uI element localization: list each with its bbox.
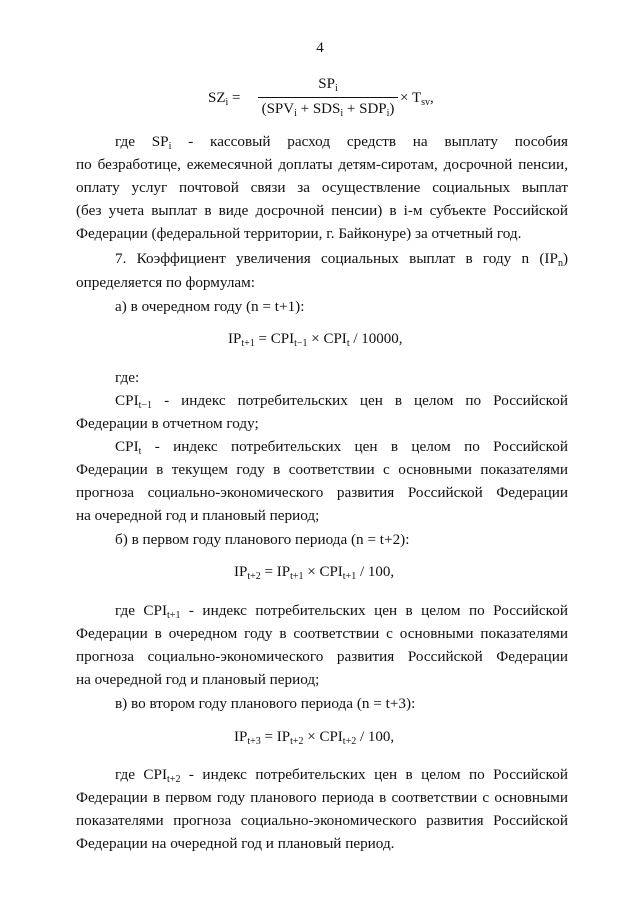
text: где (115, 133, 135, 150)
text: расход (287, 133, 331, 150)
text: выплату (444, 133, 498, 150)
def-cpi-t-line1: $CPI_t$ - индекс потребительских цен в целом по Российской (115, 438, 568, 457)
def-cpi-t-line2: Федерации в текущем году в соответствии с основными показателями (76, 461, 568, 478)
where-label: где: (115, 369, 140, 386)
page-number: 4 (316, 40, 324, 56)
formula-c: $IP_{t+3} = IP_{t+2} \times CPI_{t+2} / 100$, (234, 729, 395, 747)
para1-line1 (115, 132, 568, 151)
def-cpi-t2-line1: где $CPI_{t+2}$ - индекс потребительских цен в целом по Российской (115, 766, 568, 785)
formula-sz-multiplier: × $T_{sv}$, (400, 90, 434, 108)
para7-line2: определяется по формулам: (76, 274, 255, 291)
text: - (188, 133, 194, 150)
formula-sz-denominator: $(SPV_i + SDS_i + SDP_i)$ (261, 101, 395, 119)
def-cpi-t2-line3: показателями прогноза социально-экономического развития Российской (76, 812, 568, 829)
text: $SP_i$ (151, 133, 172, 152)
fraction-bar (258, 97, 398, 98)
text: пособия (514, 133, 568, 150)
def-cpi-t2-line4: Федерации на очередной год и плановый период. (76, 835, 395, 852)
formula-a: $IP_{t+1} = CPI_{t-1} \times CPI_t / 10000$, (228, 331, 403, 349)
formula-sz (208, 76, 448, 130)
formula-b: $IP_{t+2} = IP_{t+1} \times CPI_{t+1} / 100$, (234, 564, 395, 582)
def-cpi-t1-line3: прогноза социально-экономического развития Российской Федерации (76, 648, 568, 665)
para7-line1: 7. Коэффициент увеличения социальных выплат в году n $(IP_n)$ (115, 250, 568, 269)
def-cpi-t-1-line1: $CPI_{t-1}$ - индекс потребительских цен в целом по Российской (115, 392, 568, 411)
def-cpi-t-line3: прогноза социально-экономического развития Российской Федерации (76, 484, 568, 501)
text: на (412, 133, 428, 150)
def-cpi-t1-line2: Федерации в очередном году в соответствии с основными показателями (76, 625, 568, 642)
def-cpi-t1-line1: где $CPI_{t+1}$ - индекс потребительских цен в целом по Российской (115, 602, 568, 621)
def-cpi-t-1-line2: Федерации в отчетном году; (76, 415, 259, 432)
para1-line2: по безработице, ежемесячной доплаты детям-сиротам, досрочной пенсии, (76, 156, 568, 173)
def-cpi-t1-line4: на очередной год и плановый период; (76, 671, 320, 688)
para1-line4: (без учета выплат в виде досрочной пенсии) в i-м субъекте Российской (76, 202, 568, 219)
formula-sz-fraction (258, 76, 398, 122)
def-cpi-t2-line2: Федерации в первом году планового периода в соответствии с основными (76, 789, 568, 806)
case-c-label: в) во втором году планового периода (n = t+3): (115, 695, 416, 712)
formula-sz-lhs: $SZ_i$ = (208, 90, 241, 108)
text: кассовый (210, 133, 271, 150)
text: средств (346, 133, 397, 150)
formula-sz-numerator: $SP_i$ (318, 76, 338, 94)
para1-line5: Федерации (федеральной территории, г. Байконуре) за отчетный год. (76, 225, 522, 242)
def-cpi-t-line4: на очередной год и плановый период; (76, 507, 320, 524)
case-b-label: б) в первом году планового периода (n = t+2): (115, 531, 410, 548)
para1-line3: оплату услуг почтовой связи за осуществление социальных выплат (76, 179, 568, 196)
case-a-label: а) в очередном году (n = t+1): (115, 298, 305, 315)
